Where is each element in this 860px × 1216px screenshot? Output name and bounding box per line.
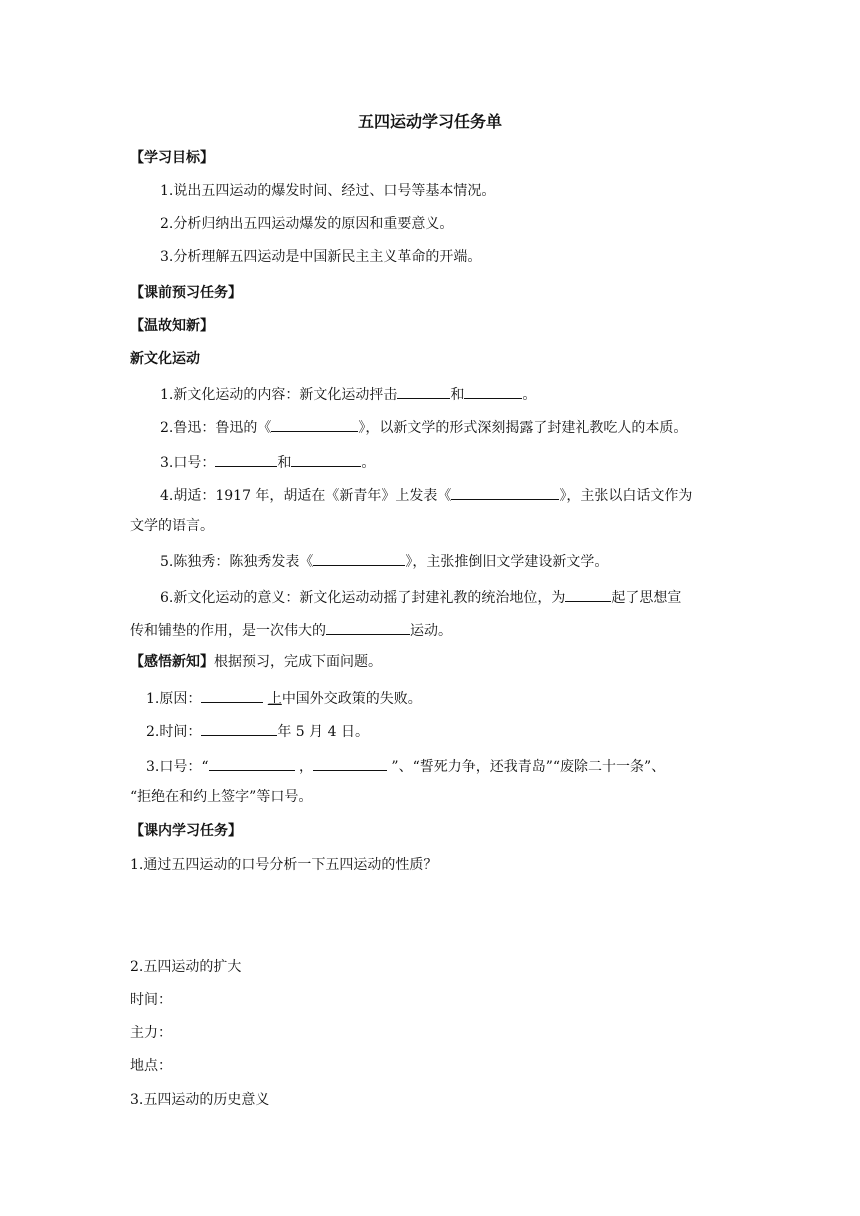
review-item-1: 1.新文化运动的内容：新文化运动抨击 和 。 bbox=[160, 382, 750, 405]
page-title: 五四运动学习任务单 bbox=[357, 112, 502, 131]
insight-item-3-cont: “拒绝在和约上签字”等口号。 bbox=[130, 789, 313, 805]
fill-blank[interactable] bbox=[201, 719, 277, 736]
fill-blank[interactable] bbox=[271, 415, 358, 432]
fill-blank[interactable] bbox=[291, 450, 361, 467]
insight-item-3: 3.口号：“ ， ”、“誓死力争，还我青岛”“废除二十一条”、 bbox=[146, 754, 750, 777]
task-2: 2.五四运动的扩大 bbox=[130, 959, 242, 975]
goal-2: 2.分析归纳出五四运动爆发的原因和重要意义。 bbox=[160, 216, 454, 232]
task-2-time: 时间： bbox=[130, 992, 172, 1008]
review-item-4: 4.胡适：1917 年，胡适在《新青年》上发表《 》，主张以白话文作为 bbox=[160, 483, 750, 506]
review-item-4-cont: 文学的语言。 bbox=[130, 518, 214, 534]
goal-1: 1.说出五四运动的爆发时间、经过、口号等基本情况。 bbox=[160, 183, 496, 199]
goal-3: 3.分析理解五四运动是中国新民主主义革命的开端。 bbox=[160, 249, 482, 265]
insight-heading-line: 【感悟新知】根据预习，完成下面问题。 bbox=[130, 654, 382, 670]
task-2-force: 主力： bbox=[130, 1025, 172, 1041]
fill-blank[interactable] bbox=[313, 754, 387, 771]
section-preview-heading: 【课前预习任务】 bbox=[130, 285, 242, 301]
section-goals-heading: 【学习目标】 bbox=[130, 150, 214, 166]
fill-blank[interactable] bbox=[209, 754, 295, 771]
section-insight-heading: 【感悟新知】 bbox=[130, 654, 214, 670]
fill-blank[interactable] bbox=[215, 450, 277, 467]
section-review-heading: 【温故知新】 bbox=[130, 318, 214, 334]
task-3: 3.五四运动的历史意义 bbox=[130, 1092, 270, 1108]
fill-blank[interactable] bbox=[464, 382, 522, 399]
fill-blank[interactable] bbox=[397, 382, 450, 399]
task-2-place: 地点： bbox=[130, 1058, 172, 1074]
fill-blank[interactable] bbox=[313, 549, 405, 566]
review-subheading: 新文化运动 bbox=[130, 351, 200, 367]
review-item-5: 5.陈独秀：陈独秀发表《 》，主张推倒旧文学建设新文学。 bbox=[160, 549, 750, 572]
review-item-2: 2.鲁迅：鲁迅的《 》，以新文学的形式深刻揭露了封建礼教吃人的本质。 bbox=[160, 415, 750, 438]
review-item-3: 3.口号： 和 。 bbox=[160, 450, 750, 473]
review-item-6-cont: 传和铺垫的作用，是一次伟大的 运动。 bbox=[130, 618, 750, 641]
task-1: 1.通过五四运动的口号分析一下五四运动的性质？ bbox=[130, 857, 438, 873]
insight-item-2: 2.时间： 年 5 月 4 日。 bbox=[146, 719, 750, 742]
fill-blank[interactable] bbox=[565, 585, 611, 602]
fill-blank[interactable] bbox=[326, 618, 410, 635]
fill-blank[interactable] bbox=[451, 483, 559, 500]
review-item-6: 6.新文化运动的意义：新文化运动动摇了封建礼教的统治地位，为 起了思想宣 bbox=[160, 585, 750, 608]
fill-blank[interactable] bbox=[201, 686, 263, 703]
insight-item-1: 1.原因： 上中国外交政策的失败。 bbox=[146, 686, 750, 709]
section-inclass-heading: 【课内学习任务】 bbox=[130, 823, 242, 839]
